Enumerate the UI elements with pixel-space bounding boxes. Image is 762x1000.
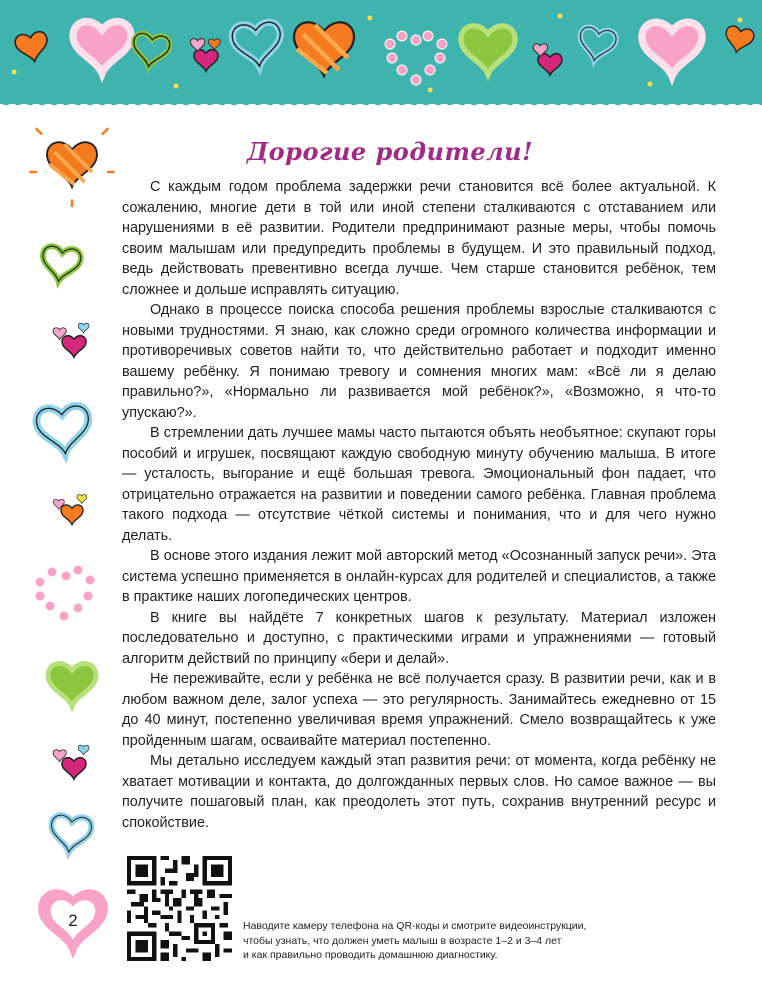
sidebar-hearts — [0, 0, 110, 1000]
paragraph: В основе этого издания лежит мой авторский метод «Осознанный запуск речи». Эта система успешно применяется в онлайн-курсах для родителей и специалистов, а также в практике наших логопедических центров. — [122, 548, 716, 605]
magenta-hearts-trio-icon — [53, 745, 89, 779]
orange-heart-icon — [723, 25, 756, 55]
banner-decoration — [0, 0, 762, 104]
blue-outline-heart-icon — [49, 814, 93, 854]
page-title: Дорогие родители! — [246, 137, 534, 166]
blue-outline-heart-icon — [231, 21, 283, 69]
green-outline-heart-icon — [40, 245, 82, 284]
paragraph: С каждым годом проблема задержки речи становится всё более актуальной. К сожалению, многие дети в той или иной степени сталкиваются с отставанием или нарушениями в её развитии. Родители предпринимают разные меры, чтобы помочь своим малышам или предупредить проблемы в будущем. И это правильный подход, ведь действовать превентивно всегда лучше. Чем старше становится ребёнок, тем сложнее и дольше исправлять ситуацию. — [122, 179, 716, 298]
hearts-trio-icon — [190, 39, 220, 72]
magenta-hearts-trio-icon — [53, 323, 89, 357]
blue-outline-heart-icon — [576, 26, 617, 64]
qr-caption — [243, 919, 723, 963]
pink-beaded-heart-icon — [35, 565, 95, 621]
blue-outline-heart-icon — [35, 405, 91, 456]
green-outline-heart-icon — [131, 32, 171, 69]
orange-hearts-trio-icon — [53, 495, 87, 525]
caption-line: Наводите камеру телефона на QR-коды и смотрите видеоинструкции, — [243, 920, 587, 932]
article-body — [122, 177, 716, 833]
paragraph: Однако в процессе поиска способа решения проблемы взрослые сталкиваются с новыми трудностями. Я знаю, как сложно среди огромного количества информации и противоречивых советов найти то, что действительно работает и подходит именно вашему ребёнку. Я понимаю тревогу и сомнения многих мам: «Всё ли я делаю правильно?», «Нормально ли развивается мой ребёнок?», «Возможно, я что-то упускаю?». — [122, 302, 716, 421]
orange-heart-icon — [294, 22, 354, 76]
beaded-heart-icon — [385, 31, 447, 85]
paragraph: В книге вы найдёте 7 конкретных шагов к результату. Материал изложен последовательно и доступно, с практическими играми и упражнениями — готовый алгоритм действий по принципу «бери и делай». — [122, 609, 716, 667]
paragraph: В стремлении дать лучшее мамы часто пытаются объять необъятное: скупают горы пособий и игрушек, посвящают каждую свободную минуту обучению малыша. В итоге — усталость, выгорание и ещё большая тревога. Эмоциональный фон падает, что отрицательно отражается на развитии и поведении самого ребёнка. Главная проблема такого подхода — отсутствие чёткой системы и понимания, что и для чего нужно делать. — [122, 425, 716, 544]
caption-line: чтобы узнать, что должен уметь малыш в возрасте 1–2 и 3–4 лет — [243, 934, 562, 947]
pink-scalloped-heart-icon — [642, 22, 702, 76]
paragraph: Мы детально исследуем каждый этап развития речи: от момента, когда ребёнку не хватает мотивации и контакта, до долгожданных первых слов. Но самое важное — вы получите пошаговый план, как преодолеть этот путь, сохранив внутренний ресурс и спокойствие. — [122, 753, 716, 831]
hearts-trio-icon — [533, 44, 562, 75]
green-scalloped-heart-icon — [461, 26, 515, 74]
caption-line: и как правильно проводить домашнюю диагностику. — [243, 949, 498, 961]
qr-code[interactable] — [127, 856, 232, 961]
top-banner — [0, 0, 762, 104]
orange-striped-heart-icon — [30, 128, 115, 207]
banner-scallop-edge — [0, 100, 762, 110]
green-scalloped-heart-icon — [48, 663, 96, 706]
paragraph: Не переживайте, если у ребёнка не всё получается сразу. В развитии речи, как и в любом важном деле, залог успеха — это регулярность. Занимайтесь ежедневно от 15 до 40 минут, постепенно увеличивая время упражнений. Смело возвращайтесь к уже пройденным шагам, осваивайте материал постепенно. — [122, 671, 716, 749]
page-number: 2 — [68, 911, 78, 930]
